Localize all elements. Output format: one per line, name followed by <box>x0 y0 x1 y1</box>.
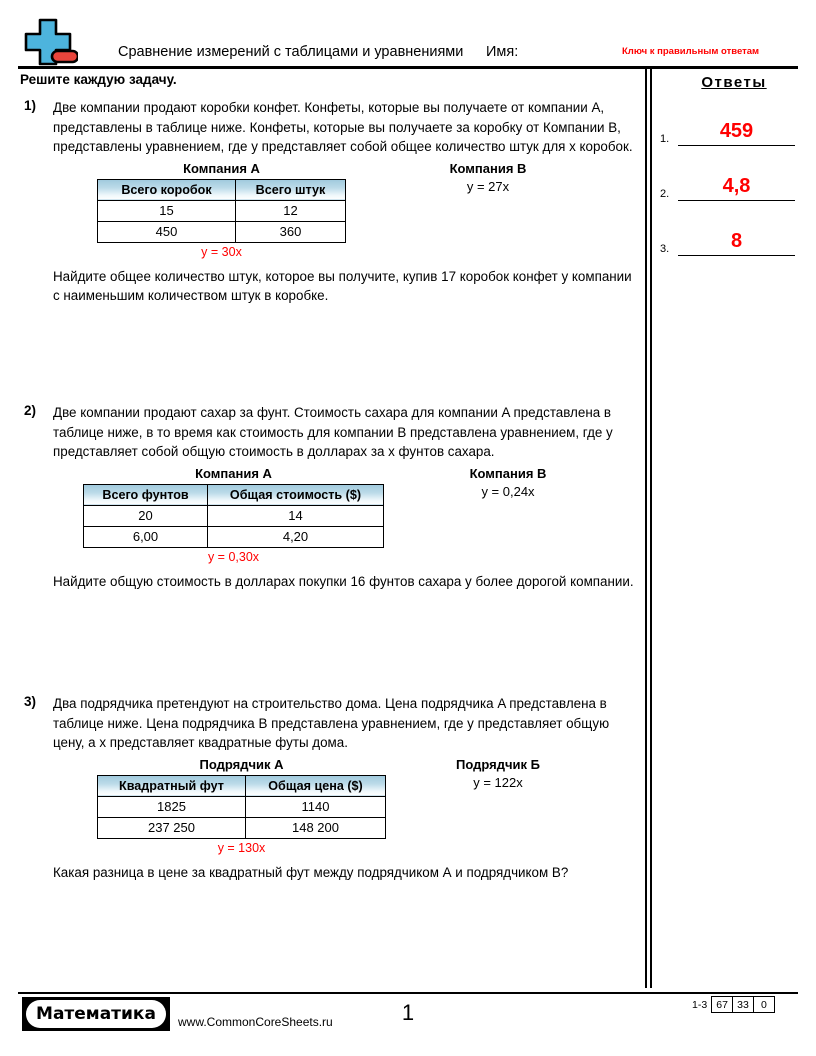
table-cell: 6,00 <box>84 526 208 547</box>
equation-value: y = 122x <box>473 774 523 790</box>
table-caption: Компания A <box>195 465 272 481</box>
page-number: 1 <box>401 1000 415 1025</box>
answer-underline <box>678 145 795 146</box>
table-cell: 148 200 <box>246 817 386 838</box>
score-box: 67 <box>711 996 733 1013</box>
site-url: www.CommonCoreSheets.ru <box>178 1015 333 1029</box>
table-cell: 14 <box>208 505 384 526</box>
problem-number: 1) <box>24 98 37 113</box>
table-cell: 237 250 <box>98 817 246 838</box>
problem-tables <box>53 757 638 861</box>
equation-value: y = 0,24x <box>481 483 535 499</box>
column-header: Общая стоимость ($) <box>208 484 384 505</box>
plus-minus-icon <box>22 18 78 66</box>
table-contractor-a <box>97 775 386 839</box>
table-row <box>98 817 386 838</box>
problem-tables <box>53 161 638 265</box>
answers-title: Ответы <box>701 74 767 91</box>
problem-question: Какая разница в цене за квадратный фут между подрядчиком А и подрядчиком B? <box>53 864 569 880</box>
column-header: Всего штук <box>236 179 346 200</box>
answer-underline <box>678 200 795 201</box>
answer-number: 3. <box>660 243 670 255</box>
table-cell: 12 <box>236 200 346 221</box>
table-caption: Подрядчик А <box>199 756 284 772</box>
column-header: Общая цена ($) <box>246 775 386 796</box>
column-header: Всего фунтов <box>84 484 208 505</box>
problem-3 <box>20 694 638 882</box>
equation-caption: Компания B <box>469 465 547 481</box>
answers-panel <box>652 68 816 256</box>
table-company-a <box>83 484 384 548</box>
table-equation-annotation: y = 30x <box>201 244 242 259</box>
worksheet-title: Сравнение измерений с таблицами и уравнениями <box>118 44 464 60</box>
answer-row <box>652 211 816 256</box>
answer-value: 459 <box>719 120 754 142</box>
vertical-divider <box>645 68 652 988</box>
table-cell: 1825 <box>98 796 246 817</box>
page-header <box>0 0 816 68</box>
table-cell: 360 <box>236 221 346 242</box>
table-cell: 4,20 <box>208 526 384 547</box>
table-row <box>84 505 384 526</box>
problem-statement: Две компании продают сахар за фунт. Стоимость сахара для компании A представлена в таблице ниже, в то время как стоимость для компании B представлена уравнением, где y представляет собой общую стоимость в долларах за x фунтов сахара. <box>53 405 613 459</box>
score-range: 1-3 <box>692 998 708 1011</box>
table-company-a <box>97 179 346 243</box>
table-cell: 1140 <box>246 796 386 817</box>
table-equation-annotation: y = 0,30x <box>207 549 260 564</box>
table-cell: 450 <box>98 221 236 242</box>
table-row <box>98 200 346 221</box>
answer-row <box>652 101 816 146</box>
data-table-block <box>83 466 384 564</box>
equation-block <box>418 466 598 499</box>
answer-number: 2. <box>660 188 670 200</box>
answer-value: 4,8 <box>722 175 751 197</box>
instructions-text: Решите каждую задачу. <box>20 72 177 87</box>
problem-statement: Два подрядчика претендуют на строительство дома. Цена подрядчика A представлена в таблице ниже. Цена подрядчика B представлена уравнением, где y представляет общую цену, а x представляет квадратные футы дома. <box>53 696 610 750</box>
score-strip <box>692 996 775 1013</box>
name-label: Имя: <box>486 44 519 60</box>
equation-caption: Подрядчик Б <box>456 756 540 772</box>
problem-2 <box>20 403 638 591</box>
column-header: Квадратный фут <box>98 775 246 796</box>
brand-label: Математика <box>36 1004 156 1024</box>
table-equation-annotation: y = 130x <box>217 840 266 855</box>
equation-caption: Компания B <box>449 160 527 176</box>
equation-value: y = 27x <box>466 178 510 194</box>
problem-statement: Две компании продают коробки конфет. Конфеты, которые вы получаете от компании A, представлены в таблице ниже. Конфеты, которые вы получаете за коробку от Компании B, представлены уравнением, где y представляет собой общее количество штук для x коробок. <box>53 100 633 154</box>
score-box: 0 <box>753 996 775 1013</box>
problem-tables <box>53 466 638 570</box>
answer-value: 8 <box>730 230 743 252</box>
table-cell: 20 <box>84 505 208 526</box>
table-row <box>98 221 346 242</box>
data-table-block <box>97 757 386 855</box>
problem-1 <box>20 98 638 306</box>
problem-question: Найдите общую стоимость в долларах покупки 16 фунтов сахара у более дорогой компании. <box>53 573 634 589</box>
answer-underline <box>678 255 795 256</box>
table-row <box>98 796 386 817</box>
score-box: 33 <box>732 996 754 1013</box>
table-cell: 15 <box>98 200 236 221</box>
answer-number: 1. <box>660 133 670 145</box>
problem-number: 2) <box>24 403 37 418</box>
table-row <box>84 526 384 547</box>
column-header: Всего коробок <box>98 179 236 200</box>
table-caption: Компания A <box>183 160 260 176</box>
equation-block <box>398 161 578 194</box>
answer-key-badge: Ключ к правильным ответам <box>622 46 760 57</box>
data-table-block <box>97 161 346 259</box>
problem-question: Найдите общее количество штук, которое вы получите, купив 17 коробок конфет у компании с наименьшим количеством штук в коробке. <box>53 268 632 303</box>
footer-divider <box>18 992 798 994</box>
equation-block <box>408 757 588 790</box>
problem-number: 3) <box>24 694 37 709</box>
answer-row <box>652 156 816 201</box>
